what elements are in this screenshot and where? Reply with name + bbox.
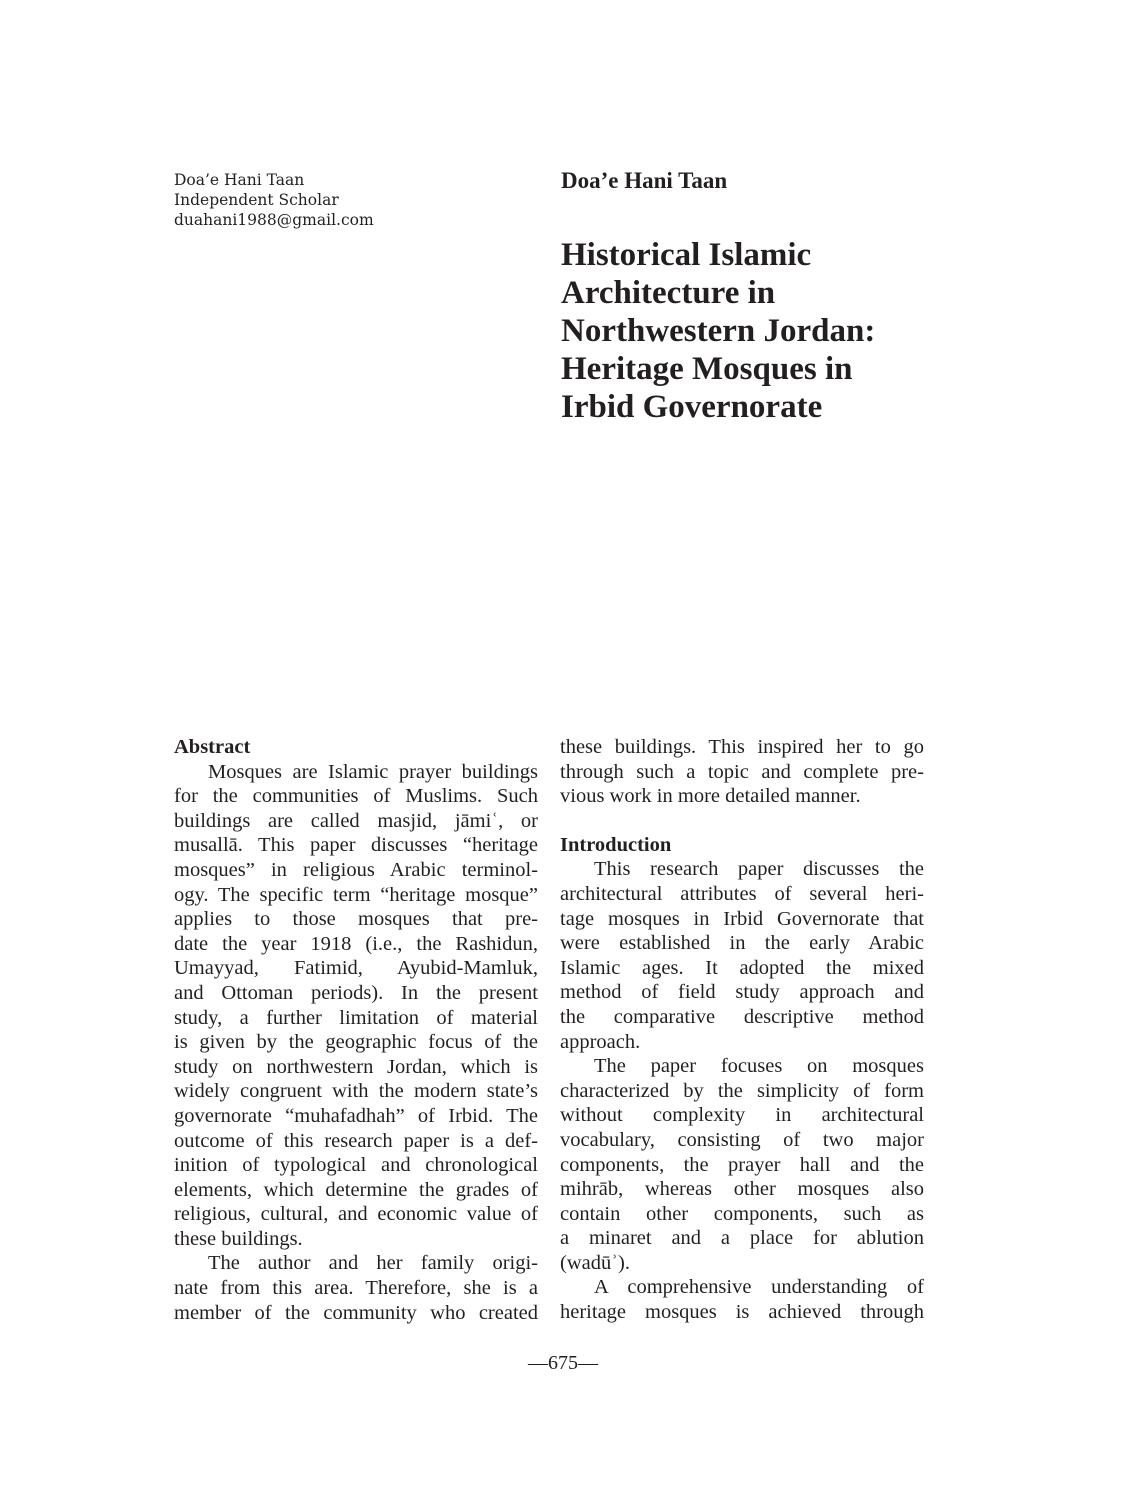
text-line: the comparative descriptive method	[560, 1005, 924, 1028]
text-line: nate from this area. Therefore, she is a	[174, 1277, 538, 1300]
text-line: tage mosques in Irbid Governorate that	[560, 907, 924, 930]
text-line: architectural attributes of several heri-	[560, 882, 924, 905]
text-line: contain other components, such as	[560, 1202, 924, 1225]
text-line: these buildings.	[174, 1227, 303, 1250]
text-line: a minaret and a place for ablution	[560, 1227, 924, 1250]
text-line: these buildings. This inspired her to go	[560, 736, 924, 758]
text-line: is given by the geographic focus of the	[174, 1031, 538, 1054]
text-line: member of the community who created	[174, 1301, 538, 1324]
text-line: widely congruent with the modern state’s	[174, 1080, 538, 1103]
text-line: (wadūʾ).	[560, 1251, 631, 1274]
text-line: The paper focuses on mosques	[594, 1055, 924, 1078]
affiliation-institution: Independent Scholar	[174, 191, 339, 209]
text-line: characterized by the simplicity of form	[560, 1079, 924, 1102]
text-line: method of field study approach and	[560, 981, 924, 1004]
text-line: inition of typological and chronological	[174, 1154, 538, 1177]
abstract-column	[174, 735, 538, 1325]
title-line: Heritage Mosques in	[561, 351, 853, 387]
affiliation-name: Doa’e Hani Taan	[174, 171, 305, 189]
text-line: applies to those mosques that pre-	[174, 908, 538, 931]
text-line: were established in the early Arabic	[560, 932, 924, 955]
text-line: A comprehensive understanding of	[594, 1276, 924, 1299]
text-line: for the communities of Muslims. Such	[174, 785, 538, 808]
paper-title	[561, 236, 1001, 426]
text-line: buildings are called masjid, jāmiʿ, or	[174, 809, 538, 832]
text-line: Islamic ages. It adopted the mixed	[560, 956, 924, 979]
title-line: Historical Islamic	[561, 237, 812, 273]
author-name: Doa’e Hani Taan	[561, 168, 728, 193]
introduction-heading: Introduction	[560, 833, 672, 856]
paragraph-gap	[560, 809, 924, 833]
text-line: Umayyad, Fatimid, Ayubid-Mamluk,	[174, 957, 538, 980]
text-line: study, a further limitation of material	[174, 1006, 538, 1029]
text-line: ogy. The specific term “heritage mosque”	[174, 883, 538, 906]
text-line: heritage mosques is achieved through	[560, 1301, 924, 1324]
text-line: date the year 1918 (i.e., the Rashidun,	[174, 932, 538, 955]
right-column	[560, 735, 924, 1325]
text-line: elements, which determine the grades of	[174, 1178, 538, 1201]
text-line: outcome of this research paper is a def-	[174, 1129, 538, 1152]
text-line: Mosques are Islamic prayer buildings	[208, 760, 538, 783]
title-line: Irbid Governorate	[561, 389, 823, 425]
text-line: and Ottoman periods). In the present	[174, 981, 538, 1004]
text-line: study on northwestern Jordan, which is	[174, 1055, 538, 1078]
text-line: This research paper discusses the	[594, 858, 924, 881]
text-line: The author and her family origi-	[208, 1252, 538, 1275]
text-line: vious work in more detailed manner.	[560, 785, 861, 808]
text-line: mosques” in religious Arabic terminol-	[174, 858, 538, 881]
author-affiliation	[174, 170, 474, 230]
text-line: approach.	[560, 1030, 641, 1053]
affiliation-email: duahani1988@gmail.com	[174, 211, 374, 229]
text-line: religious, cultural, and economic value of	[174, 1203, 538, 1226]
text-line: governorate “muhafadhah” of Irbid. The	[174, 1104, 538, 1127]
text-line: through such a topic and complete pre-	[560, 760, 924, 783]
text-line: musallā. This paper discusses “heritage	[174, 834, 538, 857]
abstract-heading: Abstract	[174, 736, 251, 758]
text-line: without complexity in architectural	[560, 1104, 924, 1127]
text-line: vocabulary, consisting of two major	[560, 1128, 924, 1151]
title-line: Architecture in	[561, 275, 776, 311]
title-line: Northwestern Jordan:	[561, 313, 876, 349]
text-line: mihrāb, whereas other mosques also	[560, 1178, 924, 1201]
page-number: —675—	[528, 1352, 598, 1374]
text-line: components, the prayer hall and the	[560, 1153, 924, 1176]
